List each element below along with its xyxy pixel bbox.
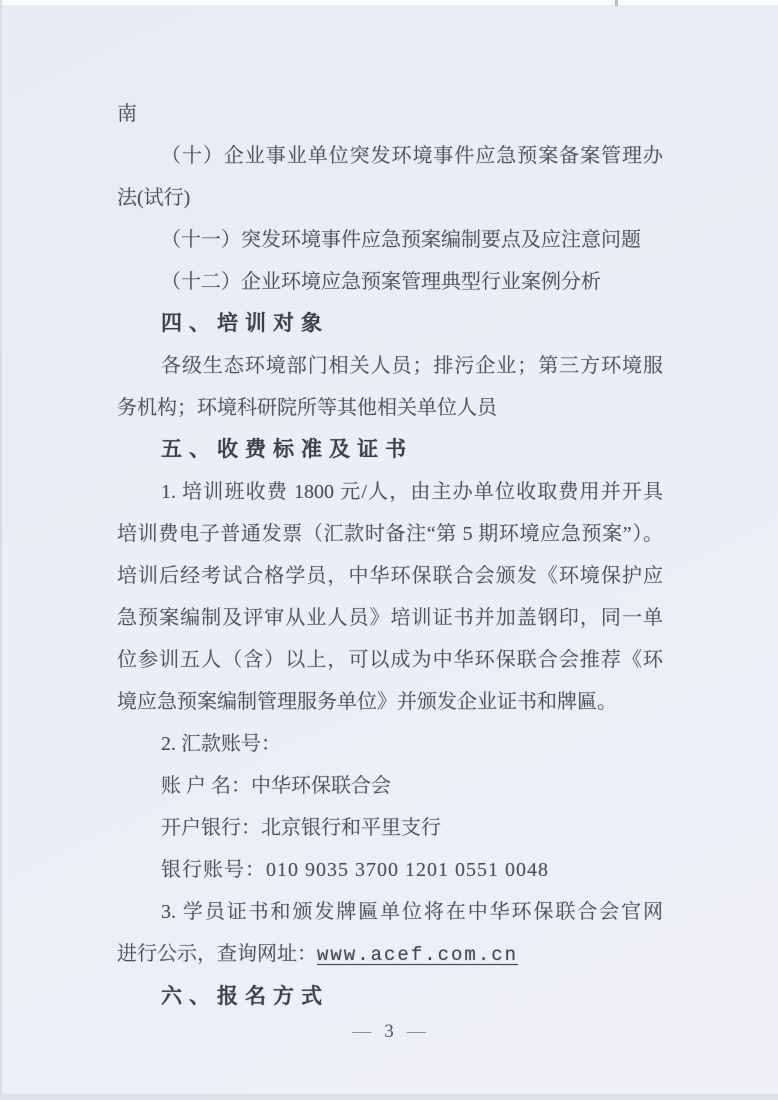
- acef-website-link[interactable]: www.acef.com.cn: [317, 944, 519, 966]
- publicity-notice-line2: [117, 933, 663, 976]
- publicity-notice-prefix: 进行公示，查询网址：: [117, 943, 317, 965]
- fee-paragraph-line6: 境应急预案编制管理服务单位》并颁发企业证书和牌匾。: [117, 691, 617, 713]
- page-number-dash-left: —: [352, 1021, 372, 1042]
- page-number-dash-right: —: [406, 1021, 426, 1042]
- scan-edge-bottom: [0, 1094, 778, 1100]
- page-number-value: 3: [384, 1021, 394, 1042]
- account-name-line: 账 户 名：中华环保联合会: [161, 775, 391, 797]
- scan-edge-top: [0, 0, 778, 5]
- remittance-account-label: 2. 汇款账号：: [161, 733, 281, 755]
- document-body: [117, 93, 663, 1018]
- list-item-10-line1: （十）企业事业单位突发环境事件应急预案备案管理办: [161, 145, 663, 167]
- list-item-10-line2: 法(试行): [117, 187, 191, 209]
- training-targets-line2: 务机构；环境科研院所等其他相关单位人员: [117, 397, 497, 419]
- training-targets-line1: 各级生态环境部门相关人员；排污企业；第三方环境服: [161, 355, 663, 377]
- fee-paragraph-line4: 急预案编制及评审从业人员》培训证书并加盖钢印，同一单: [117, 607, 663, 629]
- carryover-text: 南: [117, 103, 137, 125]
- section-4-heading: 四、培训对象: [161, 312, 329, 335]
- section-5-heading: 五、收费标准及证书: [161, 438, 413, 461]
- page-number: [0, 1020, 778, 1044]
- fee-paragraph-line3: 培训后经考试合格学员，中华环保联合会颁发《环境保护应: [117, 565, 663, 587]
- section-6-heading: 六、报名方式: [161, 985, 329, 1008]
- list-item-12: （十二）企业环境应急预案管理典型行业案例分析: [161, 271, 601, 293]
- scan-artifact-speck: [615, 0, 618, 6]
- fee-paragraph-line2: 培训费电子普通发票（汇款时备注“第 5 期环境应急预案”）。: [117, 523, 663, 545]
- bank-branch-line: 开户银行：北京银行和平里支行: [161, 817, 441, 839]
- scan-edge-left: [0, 0, 2, 1100]
- fee-paragraph-line5: 位参训五人（含）以上，可以成为中华环保联合会推荐《环: [117, 649, 663, 671]
- fee-paragraph-line1: 1. 培训班收费 1800 元/人，由主办单位收取费用并开具: [161, 481, 663, 503]
- list-item-11: （十一）突发环境事件应急预案编制要点及应注意问题: [161, 229, 641, 251]
- publicity-notice-line1: 3. 学员证书和颁发牌匾单位将在中华环保联合会官网: [161, 901, 663, 923]
- account-number-line: 银行账号：010 9035 3700 1201 0551 0048: [161, 859, 549, 881]
